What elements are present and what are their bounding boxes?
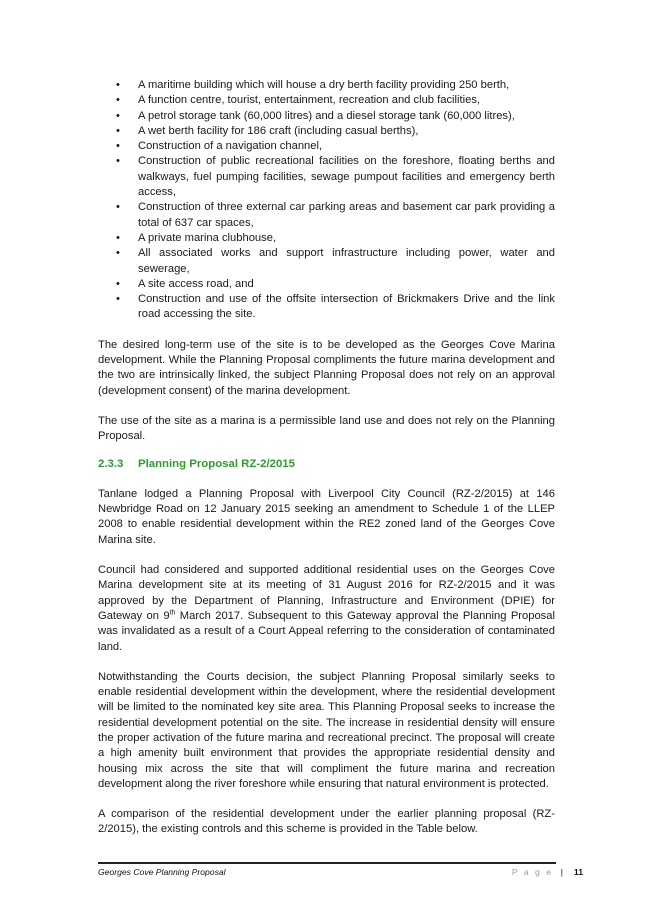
paragraph-permissible-use: The use of the site as a marina is a permissible land use and does not rely on the Planning Proposal.	[98, 414, 555, 443]
list-item	[98, 154, 555, 200]
list-item-text: Construction of a navigation channel,	[138, 140, 323, 153]
list-item	[98, 246, 555, 277]
list-item	[98, 93, 555, 108]
list-item-text: A private marina clubhouse,	[138, 231, 277, 244]
footer-divider	[98, 862, 556, 864]
list-item-text: A function centre, tourist, entertainment, recreation and club facilities,	[138, 94, 481, 107]
list-item	[98, 292, 555, 323]
page-footer	[98, 866, 583, 880]
list-item-text: A site access road, and	[138, 277, 254, 290]
footer-page-label: P a g e	[511, 867, 553, 877]
list-item-text: A wet berth facility for 186 craft (including casual berths),	[138, 124, 419, 137]
paragraph-comparison: A comparison of the residential development under the earlier planning proposal (RZ-2/2015), the existing controls and this scheme is provided in the Table below.	[98, 808, 555, 836]
page-body	[98, 78, 555, 838]
bullet-icon: •	[116, 293, 120, 306]
ordinal-superscript: th	[169, 609, 176, 617]
list-item	[98, 231, 555, 246]
bullet-icon: •	[116, 124, 120, 137]
section-title: Planning Proposal RZ-2/2015	[138, 457, 295, 470]
bullet-icon: •	[116, 201, 120, 214]
list-item	[98, 139, 555, 154]
list-item	[98, 124, 555, 139]
facility-bullet-list	[98, 78, 555, 323]
bullet-icon: •	[116, 140, 120, 153]
list-item	[98, 200, 555, 231]
bullet-icon: •	[116, 277, 120, 290]
bullet-icon: •	[116, 94, 120, 107]
bullet-icon: •	[116, 155, 120, 168]
paragraph-council-support	[98, 563, 555, 655]
paragraph-notwithstanding: Notwithstanding the Courts decision, the subject Planning Proposal similarly seeks to enable residential development within the development, where the residential development will be limited to the nominated key site area. This Planning Proposal seeks to increase the residential development potential on the site. The increase in residential density will ensure the proper activation of the future marina and recreational precinct. The proposal will create a high amenity built environment that provides the appropriate residential density and housing mix across the site that will compliment the future marina and recreation development along the river foreshore while ensuring that natural environment is protected.	[98, 670, 555, 790]
list-item-text: Construction and use of the offsite intersection of Brickmakers Drive and the link road accessing the site.	[138, 293, 555, 321]
paragraph-tanlane-lodged: Tanlane lodged a Planning Proposal with Liverpool City Council (RZ-2/2015) at 146 Newbridge Road on 12 January 2015 seeking an amendment to Schedule 1 of the LLEP 2008 to enable residential development within the RE2 zoned land of the Georges Cove Marina site.	[98, 487, 555, 546]
list-item-text: Construction of three external car parking areas and basement car park providing a total of 637 car spaces,	[138, 201, 555, 229]
bullet-icon: •	[116, 247, 120, 260]
list-item-text: A petrol storage tank (60,000 litres) and a diesel storage tank (60,000 litres),	[138, 109, 515, 122]
bullet-icon: •	[116, 79, 120, 91]
paragraph-long-term-use: The desired long-term use of the site is to be developed as the Georges Cove Marina development. While the Planning Proposal compliments the future marina development and the two are intrinsically linked, the subject Planning Proposal does not rely on an approval (development consent) of the marina development.	[98, 338, 555, 397]
list-item	[98, 277, 555, 292]
list-item-text: All associated works and support infrastructure including power, water and sewerage,	[138, 247, 555, 275]
bullet-icon: •	[116, 231, 120, 244]
list-item	[98, 78, 555, 93]
paragraph-text: March 2017. Subsequent to this Gateway approval the Planning Proposal was invalidated as a result of a Court Appeal referring to the consideration of contaminated land.	[98, 609, 555, 653]
bullet-icon: •	[116, 109, 120, 122]
footer-page-number: 11	[573, 867, 583, 877]
footer-separator: |	[560, 867, 563, 877]
list-item-text: Construction of public recreational facilities on the foreshore, floating berths and walkways, fuel pumping facilities, sewage pumpout facilities and emergency berth access,	[138, 155, 555, 199]
footer-document-title: Georges Cove Planning Proposal	[98, 867, 226, 877]
section-number: 2.3.3	[98, 457, 124, 470]
list-item	[98, 109, 555, 124]
section-heading	[98, 457, 555, 472]
paragraph-text: Council had considered and supported additional residential uses on the Georges Cove Marina development site at its meeting of 31 August 2016 for RZ-2/2015 and it was approved by the Department of Planning, Infrastructure and Environment (DPIE) for Gateway on 9	[98, 564, 555, 622]
list-item-text: A maritime building which will house a dry berth facility providing 250 berth,	[138, 79, 510, 91]
